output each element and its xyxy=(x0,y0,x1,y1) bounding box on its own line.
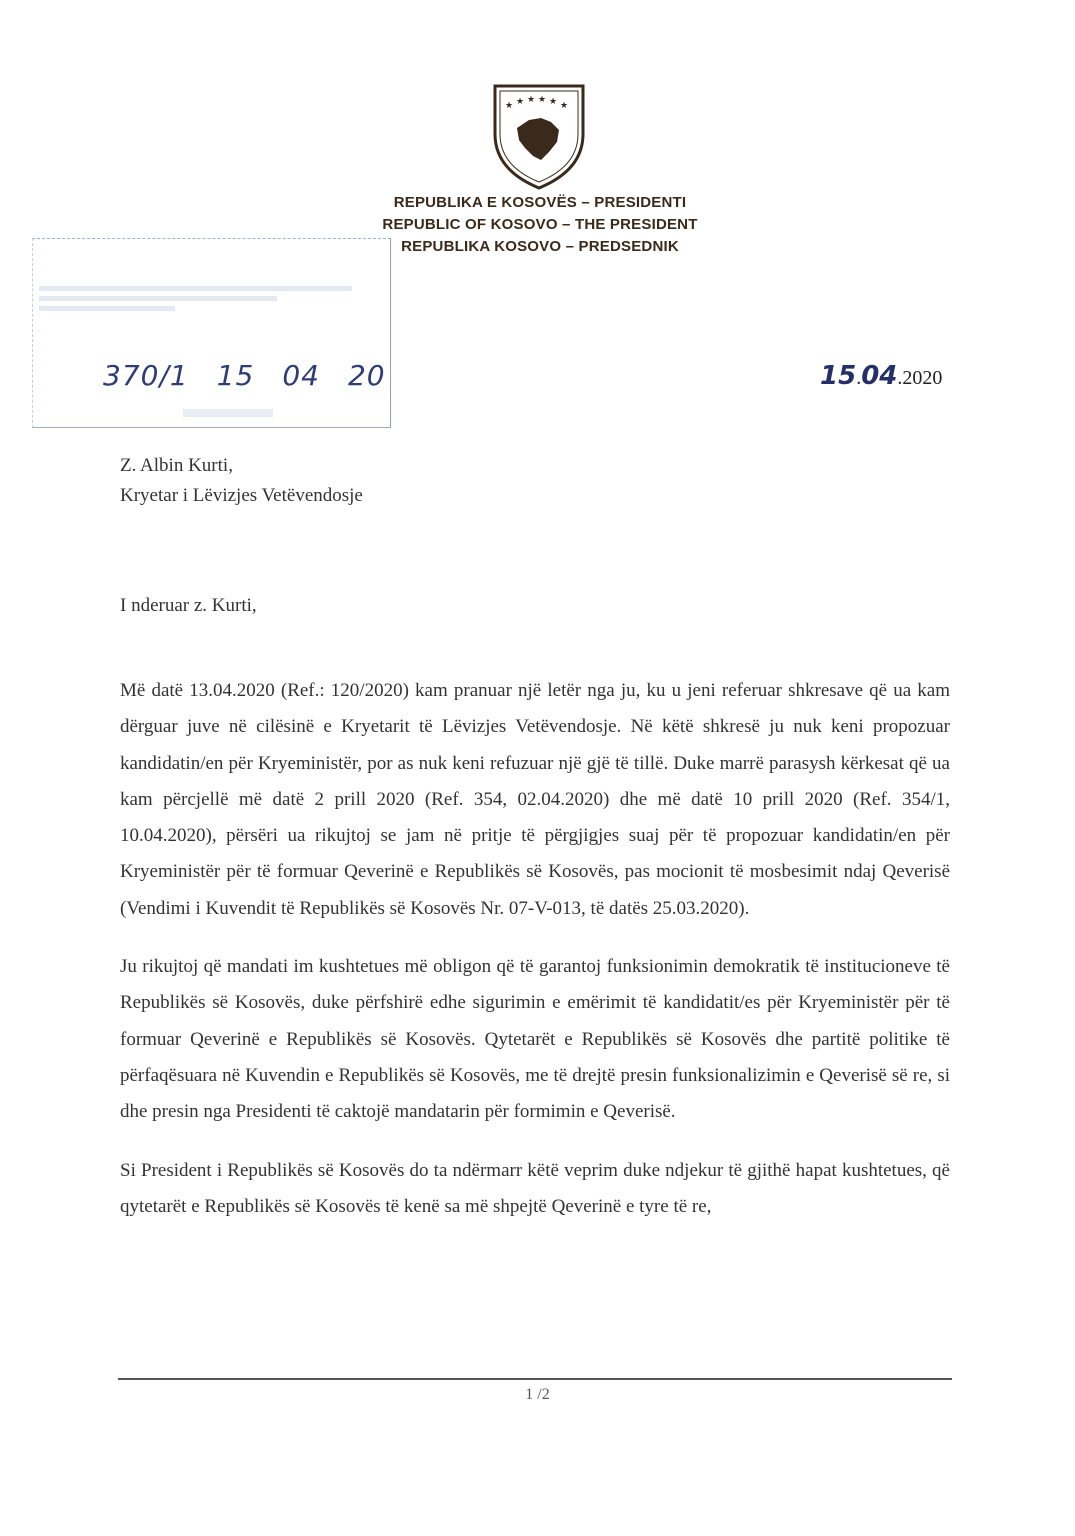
stamp-day: 15 xyxy=(216,359,255,392)
header-line-albanian: REPUBLIKA E KOSOVËS – PRESIDENTI xyxy=(393,194,687,211)
stamp-year: 20 xyxy=(347,359,386,392)
svg-text:★: ★ xyxy=(538,95,547,105)
date-year: .2020 xyxy=(897,367,943,389)
stamp-month: 04 xyxy=(282,359,320,392)
svg-text:★: ★ xyxy=(560,101,569,111)
svg-text:★: ★ xyxy=(505,101,514,111)
stamp-faded-text xyxy=(39,281,379,317)
svg-text:★: ★ xyxy=(549,97,558,107)
footer-divider xyxy=(118,1378,952,1380)
body-paragraph: Më datë 13.04.2020 (Ref.: 120/2020) kam pranuar një letër nga ju, ku u jeni referuar shkresave që ua kam dërguar juve në cilësinë e Kryetarit të Lëvizjes Vetëvendosje. Në këtë shkresë ju nuk keni propozuar kandidatin/en për Kryeministër, por as nuk keni refuzuar një gjë të tillë. Duke marrë parasysh kërkesat që ua kam përcjellë më datë 2 prill 2020 (Ref. 354, 02.04.2020) dhe më datë 10 prill 2020 (Ref. 354/1, 10.04.2020), përsëri ua rikujtoj se jam në pritje të përgjigjes suaj për të propozuar kandidatin/en për Kryeministër për të formuar Qeverinë e Republikës së Kosovës, pas mocionit të mosbesimit ndaj Qeverisë (Vendimi i Kuvendit të Republikës së Kosovës Nr. 07-V-013, të datës 25.03.2020). xyxy=(120,680,950,919)
letter-date: 15.04.2020 xyxy=(820,361,943,391)
date-month: 04 xyxy=(861,361,898,391)
page-number: 1 /2 xyxy=(525,1386,550,1403)
institution-header xyxy=(330,192,750,258)
stamp-faded-footer xyxy=(183,409,273,417)
recipient-name: Z. Albin Kurti, xyxy=(120,455,233,476)
header-line-english: REPUBLIC OF KOSOVO – THE PRESIDENT xyxy=(382,216,698,233)
date-day: 15 xyxy=(820,361,857,391)
recipient-block xyxy=(120,451,363,511)
stamp-protocol-number: 370/1 xyxy=(103,359,189,392)
registry-stamp xyxy=(32,238,391,428)
stamp-handwritten-entry xyxy=(103,359,414,392)
body-paragraph: Si President i Republikës së Kosovës do ta ndërmarr këtë veprim duke ndjekur të gjithë hapat kushtetues, që qytetarët e Republikës së Kosovës të kenë sa më shpejtë Qeverinë e tyre të re, xyxy=(120,1159,950,1217)
svg-text:★: ★ xyxy=(527,95,536,105)
coat-of-arms-icon xyxy=(489,82,589,192)
letter-body xyxy=(120,673,950,1247)
svg-text:★: ★ xyxy=(516,97,525,107)
recipient-title: Kryetar i Lëvizjes Vetëvendosje xyxy=(120,485,363,506)
body-paragraph: Ju rikujtoj që mandati im kushtetues më obligon që të garantoj funksionimin demokratik të institucioneve të Republikës së Kosovës, duke përfshirë edhe sigurimin e emërimit të kandidatit/es për Kryeministër për të formuar Qeverinë e Republikës së Kosovës. Qytetarët e Republikës së Kosovës dhe partitë politike të përfaqësuara në Kuvendin e Republikës së Kosovës, me të drejtë presin funksionalizimin e Qeverisë së re, si dhe presin nga Presidenti të caktojë mandatarin për formimin e Qeverisë. xyxy=(120,956,950,1123)
header-line-serbian: REPUBLIKA KOSOVO – PREDSEDNIK xyxy=(401,238,679,255)
salutation: I nderuar z. Kurti, xyxy=(120,595,257,616)
